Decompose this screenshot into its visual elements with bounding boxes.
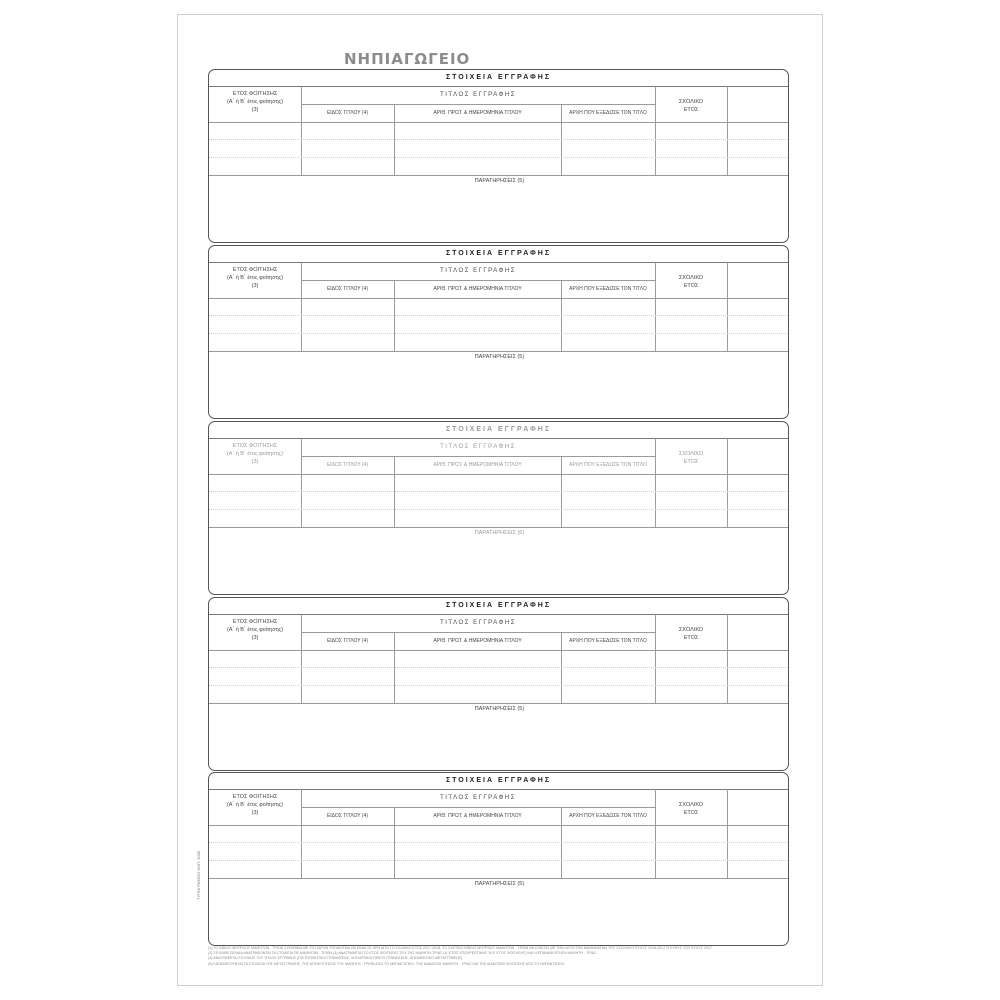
column-issuing-authority: ΑΡΧΗ ΠΟΥ ΕΞΕΔΩΣΕ ΤΟΝ ΤΙΤΛΟ <box>569 638 647 644</box>
year-of-attendance-sublabel: (Α΄ ή Β΄ έτος φοίτησης) <box>226 802 284 808</box>
school-year-label-2: ΕΤΟΣ <box>683 283 699 289</box>
block-header: ΣΤΟΙΧΕΙΑ ΕΓΓΡΑΦΗΣ <box>209 246 788 263</box>
registration-title-group: ΤΙΤΛΟΣ ΕΓΓΡΑΦΗΣ <box>440 444 516 450</box>
year-of-attendance-note: (3) <box>251 459 259 465</box>
year-of-attendance-label: ΕΤΟΣ ΦΟΙΤΗΣΗΣ <box>232 794 278 800</box>
registration-block <box>208 69 789 243</box>
column-title-type: ΕΙΔΟΣ ΤΙΤΛΟΥ (4) <box>326 638 369 644</box>
column-issuing-authority: ΑΡΧΗ ΠΟΥ ΕΞΕΔΩΣΕ ΤΟΝ ΤΙΤΛΟ <box>569 462 647 468</box>
column-title-type: ΕΙΔΟΣ ΤΙΤΛΟΥ (4) <box>326 286 369 292</box>
year-of-attendance-note: (3) <box>251 635 259 641</box>
year-of-attendance-note: (3) <box>251 107 259 113</box>
remarks-label: ΠΑΡΑΤΗΡΗΣΕΙΣ (5) <box>474 706 525 712</box>
footnote: (5) ΚΑΤΑΧΩΡΟΥΝΤΑΙ ΤΑ ΣΤΟΙΧΕΙΑ ΤΗΣ ΜΕΤΕΓΓΡΑΦΗΣ, ΤΗΣ ΑΠΟΦΟΙΤΗΣΗΣ ΤΟΥ ΜΑΘΗΤΗ - ΤΡΙΩΝ ΑΠΟ ΤΟ ΝΗΠΙΑΓΩΓΕΙΟ, ΤΗΣ ΑΝΑΔΙΞΗΣ ΜΑΘΗΤΗ - ΤΡΙΑΣ ΚΑΙ ΤΗΣ ΔΙΑΚΟΠΗΣ ΦΟΙΤΗΣΗΣ ΑΠΟ ΤΟ ΝΗΠΙΑΓΩΓΕΙΟ <box>208 961 565 966</box>
registration-block <box>208 772 789 946</box>
remarks-label: ΠΑΡΑΤΗΡΗΣΕΙΣ (5) <box>474 881 525 887</box>
remarks-label: ΠΑΡΑΤΗΡΗΣΕΙΣ (5) <box>474 178 525 184</box>
block-header: ΣΤΟΙΧΕΙΑ ΕΓΓΡΑΦΗΣ <box>209 598 788 615</box>
registration-block <box>208 245 789 419</box>
school-year-label: ΣΧΟΛΙΚΟ <box>678 802 704 808</box>
block-header: ΣΤΟΙΧΕΙΑ ΕΓΓΡΑΦΗΣ <box>209 773 788 790</box>
year-of-attendance-label: ΕΤΟΣ ΦΟΙΤΗΣΗΣ <box>232 91 278 97</box>
registration-block <box>208 421 789 595</box>
block-header: ΣΤΟΙΧΕΙΑ ΕΓΓΡΑΦΗΣ <box>209 422 788 439</box>
school-year-label-2: ΕΤΟΣ <box>683 107 699 113</box>
registration-block <box>208 597 789 771</box>
footnote: (4) ΑΝΑΓΡΑΦΕΤΑΙ ΤΟ ΕΙΔΟΣ ΤΟΥ ΤΙΤΛΟΥ ΕΓΓΡΑΦΗΣ (ΠΙΣΤΟΠΟΙΗΤΙΚΟ ΓΕΝΝΗΣΕΩΣ, ΛΗΞΙΑΡΧΙΚΗ ΠΡΑΞΗ ΓΕΝΝΗΣΕΩΣ, ΑΠΟΔΕΙΚΤΙΚΟ ΜΕΤΕΓΓΡΑΦΗΣ) <box>208 956 463 961</box>
year-of-attendance-note: (3) <box>251 810 259 816</box>
year-of-attendance-label: ΕΤΟΣ ΦΟΙΤΗΣΗΣ <box>232 267 278 273</box>
school-year-label-2: ΕΤΟΣ <box>683 635 699 641</box>
year-of-attendance-sublabel: (Α΄ ή Β΄ έτος φοίτησης) <box>226 99 284 105</box>
year-of-attendance-sublabel: (Α΄ ή Β΄ έτος φοίτησης) <box>226 627 284 633</box>
column-title-number-date: ΑΡΙΘ. ΠΡΩΤ. & ΗΜΕΡΟΜΗΝΙΑ ΤΙΤΛΟΥ <box>433 813 522 819</box>
year-of-attendance-label: ΕΤΟΣ ΦΟΙΤΗΣΗΣ <box>232 619 278 625</box>
column-issuing-authority: ΑΡΧΗ ΠΟΥ ΕΞΕΔΩΣΕ ΤΟΝ ΤΙΤΛΟ <box>569 813 647 819</box>
column-title-number-date: ΑΡΙΘ. ΠΡΩΤ. & ΗΜΕΡΟΜΗΝΙΑ ΤΙΤΛΟΥ <box>433 110 522 116</box>
column-title-type: ΕΙΔΟΣ ΤΙΤΛΟΥ (4) <box>326 462 369 468</box>
column-issuing-authority: ΑΡΧΗ ΠΟΥ ΕΞΕΔΩΣΕ ΤΟΝ ΤΙΤΛΟ <box>569 286 647 292</box>
column-title-number-date: ΑΡΙΘ. ΠΡΩΤ. & ΗΜΕΡΟΜΗΝΙΑ ΤΙΤΛΟΥ <box>433 638 522 644</box>
year-of-attendance-note: (3) <box>251 283 259 289</box>
column-title-type: ΕΙΔΟΣ ΤΙΤΛΟΥ (4) <box>326 110 369 116</box>
remarks-label: ΠΑΡΑΤΗΡΗΣΕΙΣ (5) <box>474 530 525 536</box>
column-issuing-authority: ΑΡΧΗ ΠΟΥ ΕΞΕΔΩΣΕ ΤΟΝ ΤΙΤΛΟ <box>569 110 647 116</box>
school-year-label: ΣΧΟΛΙΚΟ <box>678 451 704 457</box>
remarks-label: ΠΑΡΑΤΗΡΗΣΕΙΣ (5) <box>474 354 525 360</box>
footnote: (2) ΣΕ ΚΑΘΕ ΣΕΛΙΔΑ ΑΝΑΓΡΑΦΟΝΤΑΙ ΤΑ ΣΤΟΙΧΕΙΑ ΠΕ ΜΑΘΗΤΩΝ - ΤΡΙΩΝ (3) ΑΝΑΓΡΑΦΕΤΑΙ ΤΟ ΕΤΟΣ ΦΟΙΤΗΣΗΣ ΤΟΥ ΤΗΣ ΜΑΘΗΤΗ-ΤΡΙΑΣ (Α' ΕΤΟΣ ΥΠΟΧΡΕΩΤΙΚΗΣ Ή Β' ΕΤΟΣ ΦΟΙΤΗΣΗΣ) ΚΑΙ Η ΕΠΑΝΑΦΟΙΤΗΣΗ ΜΑΘΗΤΗ - ΤΡΙΑΣ <box>208 951 597 956</box>
column-title-number-date: ΑΡΙΘ. ΠΡΩΤ. & ΗΜΕΡΟΜΗΝΙΑ ΤΙΤΛΟΥ <box>433 286 522 292</box>
school-year-label-2: ΕΤΟΣ <box>683 459 699 465</box>
footnotes <box>208 946 794 967</box>
school-year-label-2: ΕΤΟΣ <box>683 810 699 816</box>
registration-title-group: ΤΙΤΛΟΣ ΕΓΓΡΑΦΗΣ <box>440 268 516 274</box>
column-title-number-date: ΑΡΙΘ. ΠΡΩΤ. & ΗΜΕΡΟΜΗΝΙΑ ΤΙΤΛΟΥ <box>433 462 522 468</box>
year-of-attendance-sublabel: (Α΄ ή Β΄ έτος φοίτησης) <box>226 275 284 281</box>
school-year-label: ΣΧΟΛΙΚΟ <box>678 275 704 281</box>
year-of-attendance-label: ΕΤΟΣ ΦΟΙΤΗΣΗΣ <box>232 443 278 449</box>
school-year-label: ΣΧΟΛΙΚΟ <box>678 627 704 633</box>
registration-title-group: ΤΙΤΛΟΣ ΕΓΓΡΑΦΗΣ <box>440 92 516 98</box>
school-year-label: ΣΧΟΛΙΚΟ <box>678 99 704 105</box>
year-of-attendance-sublabel: (Α΄ ή Β΄ έτος φοίτησης) <box>226 451 284 457</box>
footnote: (1) ΤΟ ΒΙΒΛΙΟ ΜΗΤΡΩΟΥ ΜΑΘΗΤΩΝ - ΤΡΙΩΝ ΣΥΜΦΩΝΑ ΜΕ ΤΟ ΠΑΡΟΝ ΥΠΟΔΕΙΓΜΑ ΘΑ ΕΙΝΑΙ ΣΕ ΧΡΗ ΑΠΟ ΤΟ ΣΧΟΛΙΚΟ ΕΤΟΣ 2017-2018. ΤΟ ΣΧΕΤΙΚΟ ΒΙΒΛΙΟ ΜΗΤΡΩΟΥ ΜΑΘΗΤΩΝ - ΤΡΙΩΝ ΘΑ ΚΛΕΙΣΕΙ ΜΕ ΤΗΝ ΛΗΞΗ ΤΩΝ ΜΑΘΗΜΑΤΩΝ ΤΟΥ ΣΧΟΛΙΚΟΥ ΕΤΟΥΣ 2016-2017 Ή ΕΥΘΥΣ ΤΟΥ ΕΤΟΥΣ 2017 <box>208 946 712 950</box>
printer-code: ΤΥΠΟΓΡΑΦΕΙΟ ΝΗΠ. 5006 <box>196 850 201 900</box>
column-title-type: ΕΙΔΟΣ ΤΙΤΛΟΥ (4) <box>326 813 369 819</box>
block-header: ΣΤΟΙΧΕΙΑ ΕΓΓΡΑΦΗΣ <box>209 70 788 87</box>
registration-title-group: ΤΙΤΛΟΣ ΕΓΓΡΑΦΗΣ <box>440 620 516 626</box>
document-title: ΝΗΠΙΑΓΩΓΕΙΟ <box>344 50 471 68</box>
registration-title-group: ΤΙΤΛΟΣ ΕΓΓΡΑΦΗΣ <box>440 795 516 801</box>
